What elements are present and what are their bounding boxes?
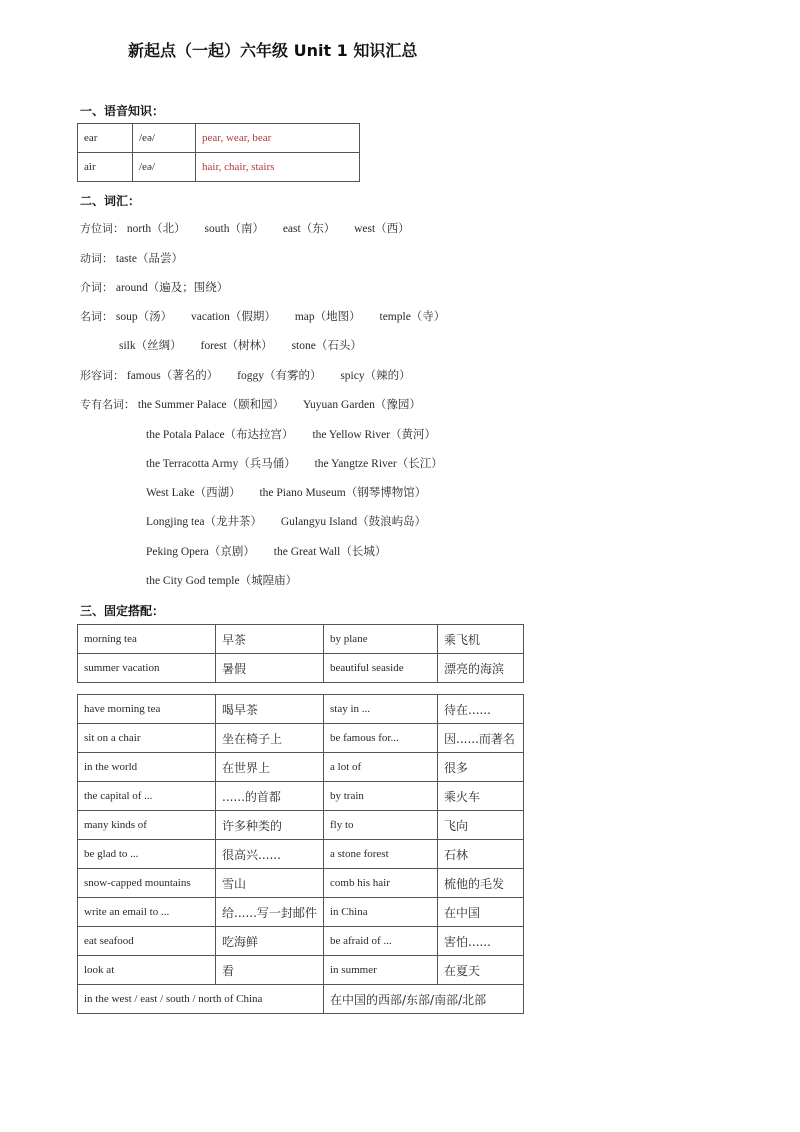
- table-row: [78, 654, 524, 683]
- table-cell: by plane: [324, 625, 438, 654]
- table-cell: many kinds of: [78, 811, 216, 840]
- vocab-line-proper-2: [146, 426, 452, 442]
- table-cell: hair, chair, stairs: [196, 153, 360, 182]
- vocab-item: the City God temple（城隍庙）: [146, 575, 298, 587]
- vocab-line-proper-6: [146, 543, 402, 559]
- table-cell: morning tea: [78, 625, 216, 654]
- table-row: [78, 927, 524, 956]
- vocab-label: 动词：: [80, 252, 113, 265]
- vocab-item: Gulangyu Island（鼓浪屿岛）: [280, 516, 427, 528]
- vocab-item: east（东）: [282, 223, 336, 235]
- table-cell: by train: [324, 782, 438, 811]
- vocab-line-directions: [80, 220, 426, 236]
- table-cell: the capital of ...: [78, 782, 216, 811]
- table-cell: eat seafood: [78, 927, 216, 956]
- table-cell: summer vacation: [78, 654, 216, 683]
- vocab-item: the Potala Palace（布达拉宫）: [146, 429, 294, 441]
- vocab-line-nouns: [80, 308, 461, 324]
- collocation-table-2: [77, 694, 524, 1014]
- section-2-heading: 二、词汇：: [80, 194, 141, 208]
- table-cell: in China: [324, 898, 438, 927]
- table-cell: 石林: [438, 840, 524, 869]
- table-cell: 给......写一封邮件: [216, 898, 324, 927]
- table-row: [78, 811, 524, 840]
- table-cell: stay in ...: [324, 695, 438, 724]
- table-cell: be afraid of ...: [324, 927, 438, 956]
- table-cell: 很高兴......: [216, 840, 324, 869]
- table-row: [78, 869, 524, 898]
- table-cell: 暑假: [216, 654, 324, 683]
- vocab-item: forest（树林）: [200, 340, 273, 352]
- vocab-item: north（北）: [126, 223, 186, 235]
- vocab-item: the Terracotta Army（兵马俑）: [146, 458, 296, 470]
- collocation-table-1: [77, 624, 524, 683]
- vocab-line-proper-7: [146, 572, 313, 588]
- vocab-item: spicy（辣的）: [340, 370, 411, 382]
- table-cell: ear: [78, 124, 133, 153]
- page-title: 新起点（一起）六年级 Unit 1 知识汇总: [128, 41, 418, 60]
- table-cell: 坐在椅子上: [216, 724, 324, 753]
- vocab-item: the Summer Palace（颐和园）: [137, 399, 285, 411]
- vocab-line-nouns-2: [119, 337, 378, 353]
- table-row: [78, 985, 524, 1014]
- table-cell: pear, wear, bear: [196, 124, 360, 153]
- vocab-line-proper-1: [80, 396, 437, 412]
- table-cell: 早茶: [216, 625, 324, 654]
- table-row: [78, 625, 524, 654]
- table-cell: look at: [78, 956, 216, 985]
- vocab-label: 方位词：: [80, 222, 124, 235]
- table-cell: 在中国的西部/东部/南部/北部: [324, 985, 524, 1014]
- table-row: [78, 782, 524, 811]
- vocab-line-proper-4: [146, 484, 442, 500]
- table-cell: be glad to ...: [78, 840, 216, 869]
- table-cell: 害怕......: [438, 927, 524, 956]
- table-cell: /eə/: [133, 153, 196, 182]
- table-cell: 因......而著名: [438, 724, 524, 753]
- table-cell: 在中国: [438, 898, 524, 927]
- table-cell: sit on a chair: [78, 724, 216, 753]
- vocab-item: the Yellow River（黄河）: [312, 429, 437, 441]
- table-row: [78, 724, 524, 753]
- phonics-table: [77, 123, 360, 182]
- table-cell: in the west / east / south / north of China: [78, 985, 324, 1014]
- vocab-item: famous（著名的）: [126, 370, 219, 382]
- vocab-line-verbs: [80, 250, 199, 266]
- vocab-item: Longjing tea（龙井茶）: [146, 516, 262, 528]
- vocab-line-proper-3: [146, 455, 459, 471]
- vocab-item: stone（石头）: [291, 340, 362, 352]
- vocab-item: West Lake（西湖）: [146, 487, 241, 499]
- vocab-item: taste（品尝）: [115, 253, 183, 265]
- vocab-item: map（地图）: [294, 311, 361, 323]
- vocab-label: 专有名词：: [80, 398, 135, 411]
- table-row: [78, 153, 360, 182]
- section-1-heading: 一、语音知识：: [80, 104, 165, 118]
- vocab-item: around（遍及；围绕）: [115, 282, 229, 294]
- vocab-item: south（南）: [204, 223, 264, 235]
- vocab-item: Yuyuan Garden（豫园）: [303, 399, 421, 411]
- table-row: [78, 753, 524, 782]
- vocab-item: vacation（假期）: [190, 311, 276, 323]
- table-cell: 在夏天: [438, 956, 524, 985]
- vocab-item: foggy（有雾的）: [237, 370, 322, 382]
- table-cell: beautiful seaside: [324, 654, 438, 683]
- table-row: [78, 840, 524, 869]
- vocab-item: temple（寺）: [379, 311, 446, 323]
- table-cell: a stone forest: [324, 840, 438, 869]
- table-cell: in summer: [324, 956, 438, 985]
- vocab-item: soup（汤）: [115, 311, 173, 323]
- table-cell: 梳他的毛发: [438, 869, 524, 898]
- table-cell: 乘飞机: [438, 625, 524, 654]
- table-cell: 漂亮的海滨: [438, 654, 524, 683]
- table-cell: snow-capped mountains: [78, 869, 216, 898]
- vocab-item: the Great Wall（长城）: [273, 546, 387, 558]
- table-row: [78, 124, 360, 153]
- table-cell: 喝早茶: [216, 695, 324, 724]
- section-3-heading: 三、固定搭配：: [80, 604, 165, 618]
- table-cell: comb his hair: [324, 869, 438, 898]
- table-cell: be famous for...: [324, 724, 438, 753]
- vocab-item: the Piano Museum（钢琴博物馆）: [259, 487, 427, 499]
- table-cell: have morning tea: [78, 695, 216, 724]
- table-cell: 乘火车: [438, 782, 524, 811]
- table-row: [78, 956, 524, 985]
- table-cell: 飞向: [438, 811, 524, 840]
- table-cell: 在世界上: [216, 753, 324, 782]
- table-cell: 吃海鲜: [216, 927, 324, 956]
- table-cell: 许多种类的: [216, 811, 324, 840]
- vocab-item: west（西）: [354, 223, 410, 235]
- table-cell: 雪山: [216, 869, 324, 898]
- vocab-item: the Yangtze River（长江）: [314, 458, 443, 470]
- vocab-line-adjectives: [80, 367, 427, 383]
- table-cell: 看: [216, 956, 324, 985]
- vocab-line-prepositions: [80, 279, 244, 295]
- table-row: [78, 695, 524, 724]
- vocab-item: Peking Opera（京剧）: [146, 546, 255, 558]
- table-cell: /eə/: [133, 124, 196, 153]
- vocab-line-proper-5: [146, 513, 442, 529]
- table-row: [78, 898, 524, 927]
- vocab-label: 形容词：: [80, 369, 124, 382]
- table-cell: write an email to ...: [78, 898, 216, 927]
- table-cell: 待在......: [438, 695, 524, 724]
- vocab-label: 名词：: [80, 310, 113, 323]
- table-cell: fly to: [324, 811, 438, 840]
- table-cell: a lot of: [324, 753, 438, 782]
- vocab-label: 介词：: [80, 281, 113, 294]
- table-cell: ......的首都: [216, 782, 324, 811]
- table-cell: air: [78, 153, 133, 182]
- vocab-item: silk（丝绸）: [119, 340, 182, 352]
- table-cell: 很多: [438, 753, 524, 782]
- table-cell: in the world: [78, 753, 216, 782]
